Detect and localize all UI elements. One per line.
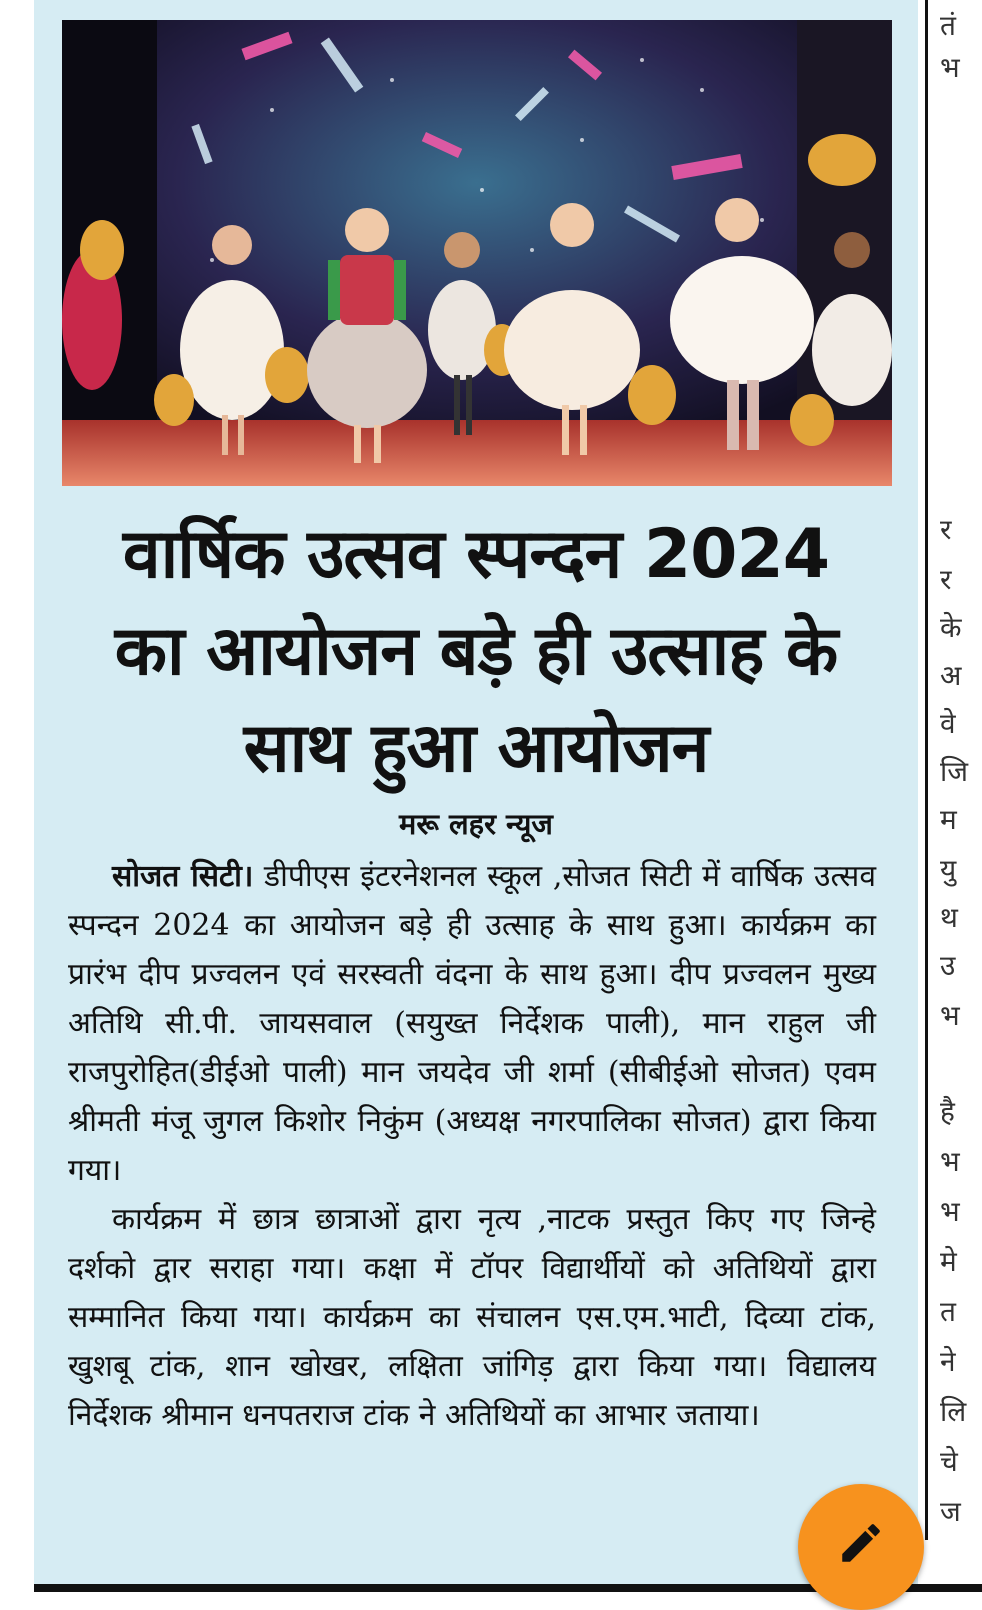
fragment: म: [940, 803, 957, 836]
fragment: मे: [940, 1245, 957, 1278]
headline-line-1: वार्षिक उत्सव स्पन्दन 2024: [122, 515, 830, 594]
fragment: वे: [940, 707, 956, 740]
fragment: भ: [940, 1195, 960, 1228]
fragment: त: [940, 1295, 956, 1328]
fragment: थ: [940, 901, 958, 934]
pencil-icon: [836, 1518, 886, 1568]
fragment: जि: [940, 755, 969, 788]
fragment: भ: [940, 999, 960, 1032]
fragment: र: [940, 513, 952, 546]
dateline: सोजत सिटी।: [112, 859, 254, 894]
fragment: के: [940, 611, 962, 644]
fragment: चे: [940, 1445, 958, 1478]
paragraph-1-text: डीपीएस इंटरनेशनल स्कूल ,सोजत सिटी में वार्षिक उत्सव स्पन्दन 2024 का आयोजन बड़े ही उत्साह के साथ हुआ। कार्यक्रम का प्रारंभ दीप प्रज्वलन एवं सरस्वती वंदना के साथ हुआ। दीप प्रज्वलन मुख्य अतिथि सी.पी. जायसवाल (सयुख्त निर्देशक पाली), मान राहुल जी राजपुरोहित(डीईओ पाली) मान जयदेव जी शर्मा (सीबीईओ सोजत) एवम श्रीमती मंजू जुगल किशोर निकुंम (अध्यक्ष नगरपालिका सोजत) द्वारा किया गया।: [68, 859, 876, 1188]
stage-dance-photo: [62, 20, 892, 486]
fragment: ने: [940, 1345, 956, 1378]
fragment: र: [940, 563, 952, 596]
left-margin: [0, 0, 34, 1600]
headline: [54, 506, 898, 797]
article-body: [68, 852, 876, 1440]
fragment: यु: [940, 853, 957, 886]
paragraph-2: कार्यक्रम में छात्र छात्राओं द्वारा नृत्य ,नाटक प्रस्तुत किए गए जिन्हे दर्शको द्वार सराहा गया। कक्षा में टॉपर विद्यार्थीयों को अतिथियों द्वारा सम्मानित किया गया। कार्यक्रम का संचालन एस.एम.भाटी, दिव्या टांक, खुशबू टांक, शान खोखर, लक्षिता जांगिड़ द्वारा किया गया। विद्यालय निर्देशक श्रीमान धनपतराज टांक ने अतिथियों का आभार जताया।: [68, 1202, 876, 1433]
edit-button[interactable]: [798, 1484, 924, 1610]
fragment: ज: [940, 1495, 961, 1528]
fragment: उ: [940, 949, 956, 982]
fragment: भ: [940, 51, 960, 84]
column-divider: [925, 0, 928, 1540]
article-photo: [62, 20, 892, 486]
fragment: लि: [940, 1395, 967, 1428]
byline: मरू लहर न्यूज: [399, 807, 553, 841]
fragment: तं: [940, 9, 956, 42]
article-column: [34, 0, 918, 1586]
fragment: भ: [940, 1145, 960, 1178]
fragment: अ: [940, 659, 962, 692]
adjacent-column: [940, 0, 982, 1600]
headline-line-3: साथ हुआ आयोजन: [243, 709, 709, 788]
fragment: है: [940, 1095, 955, 1128]
paragraph-1: [68, 852, 876, 1195]
headline-line-2: का आयोजन बड़े ही उत्साह के: [114, 612, 838, 691]
